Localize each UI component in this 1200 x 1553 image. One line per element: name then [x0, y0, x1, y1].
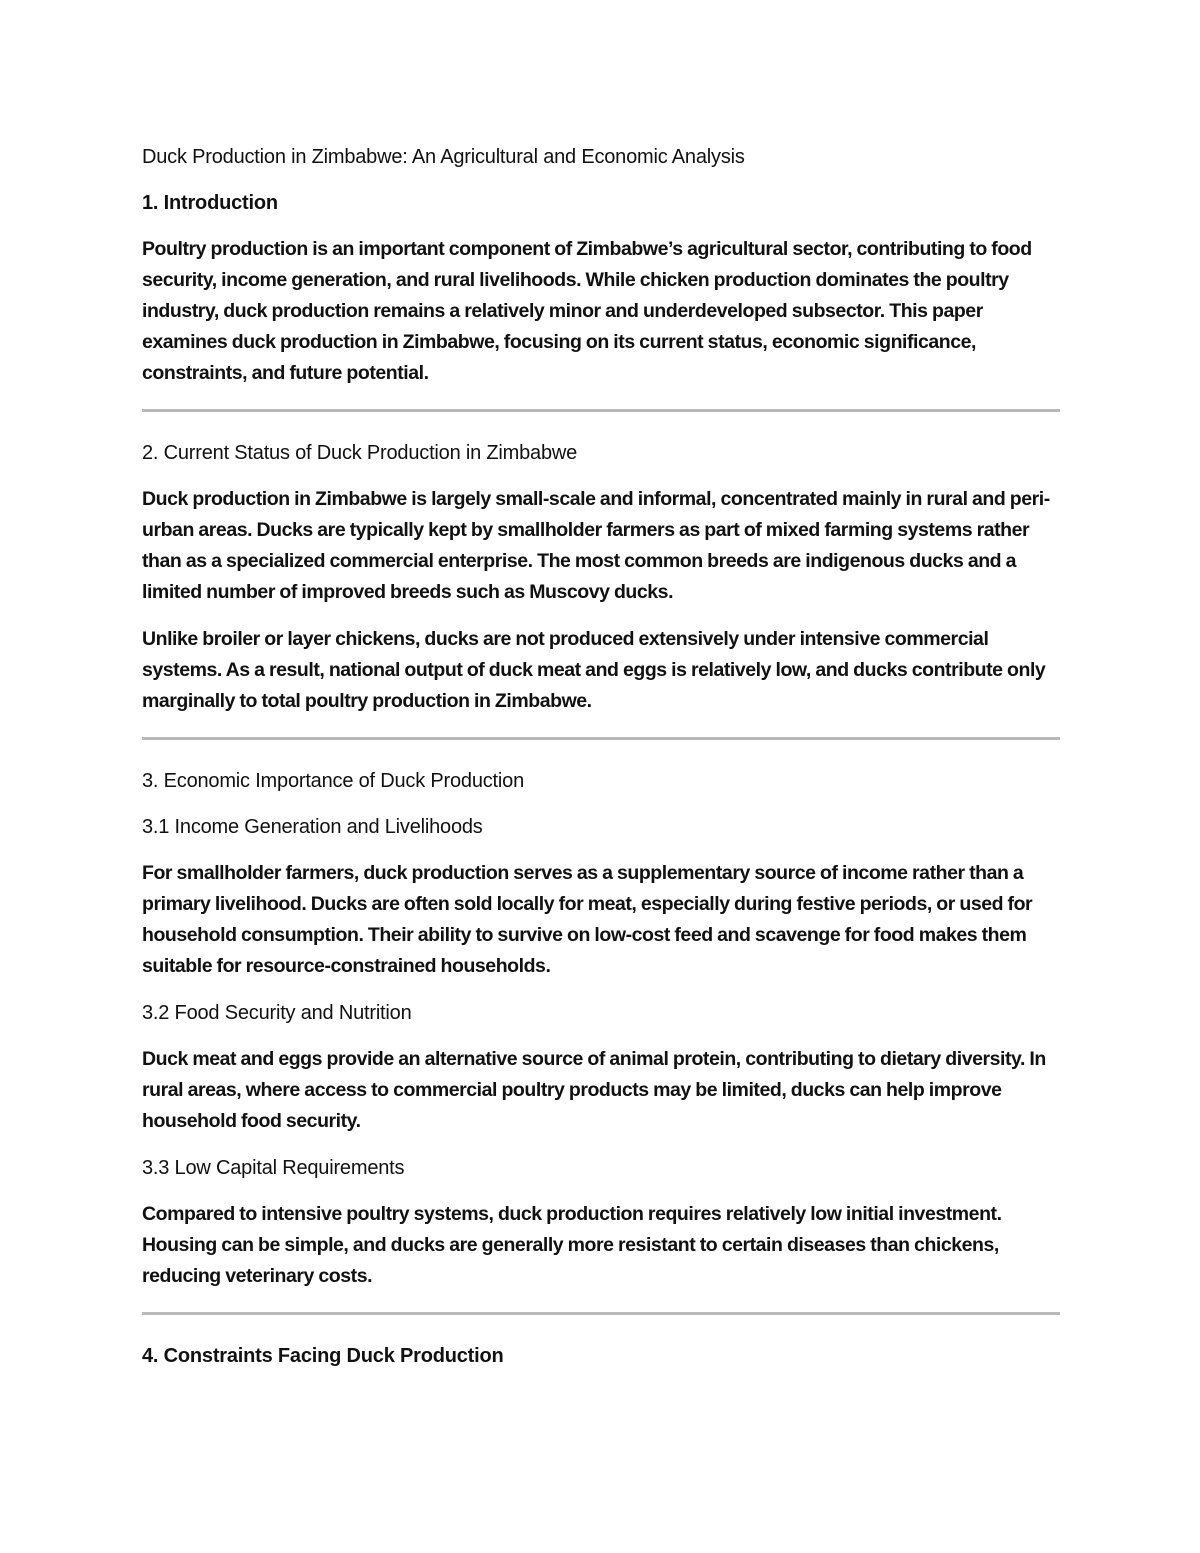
- section-heading-constraints: 4. Constraints Facing Duck Production: [142, 1345, 504, 1367]
- paragraph-food-security: Duck meat and eggs provide an alternative source of animal protein, contributing to dietary diversity. In rural areas, where access to commercial poultry products may be limited, ducks can help improve household food security.: [142, 1048, 1046, 1132]
- paragraph-current-status-2: Unlike broiler or layer chickens, ducks are not produced extensively under intensive commercial systems. As a result, national output of duck meat and eggs is relatively low, and ducks contribute only marginally to total poultry production in Zimbabwe.: [142, 628, 1046, 712]
- subsection-heading-income: 3.1 Income Generation and Livelihoods: [142, 816, 483, 838]
- section-heading-economic-importance: 3. Economic Importance of Duck Production: [142, 770, 524, 792]
- paragraph-introduction: Poultry production is an important component of Zimbabwe’s agricultural sector, contributing to food security, income generation, and rural livelihoods. While chicken production dominates the poultry industry, duck production remains a relatively minor and underdeveloped subsector. This paper examines duck production in Zimbabwe, focusing on its current status, economic significance, constraints, and future potential.: [142, 238, 1032, 384]
- section-heading-current-status: 2. Current Status of Duck Production in Zimbabwe: [142, 442, 578, 464]
- document-title: Duck Production in Zimbabwe: An Agricultural and Economic Analysis: [142, 146, 745, 168]
- subsection-heading-low-capital: 3.3 Low Capital Requirements: [142, 1157, 405, 1179]
- paragraph-low-capital: Compared to intensive poultry systems, duck production requires relatively low initial investment. Housing can be simple, and ducks are generally more resistant to certain diseases than chickens, reducing veterinary costs.: [142, 1203, 1002, 1287]
- subsection-heading-food-security: 3.2 Food Security and Nutrition: [142, 1002, 412, 1024]
- section-divider: [142, 737, 1060, 740]
- document-page: [142, 142, 1060, 1387]
- section-divider: [142, 409, 1060, 412]
- paragraph-current-status-1: Duck production in Zimbabwe is largely small-scale and informal, concentrated mainly in rural and peri-urban areas. Ducks are typically kept by smallholder farmers as part of mixed farming systems rather than as a specialized commercial enterprise. The most common breeds are indigenous ducks and a limited number of improved breeds such as Muscovy ducks.: [142, 488, 1050, 603]
- section-divider: [142, 1312, 1060, 1315]
- paragraph-income: For smallholder farmers, duck production serves as a supplementary source of income rather than a primary livelihood. Ducks are often sold locally for meat, especially during festive periods, or used for household consumption. Their ability to survive on low-cost feed and scavenge for food makes them suitable for resource-constrained households.: [142, 862, 1033, 977]
- section-heading-introduction: 1. Introduction: [142, 192, 278, 214]
